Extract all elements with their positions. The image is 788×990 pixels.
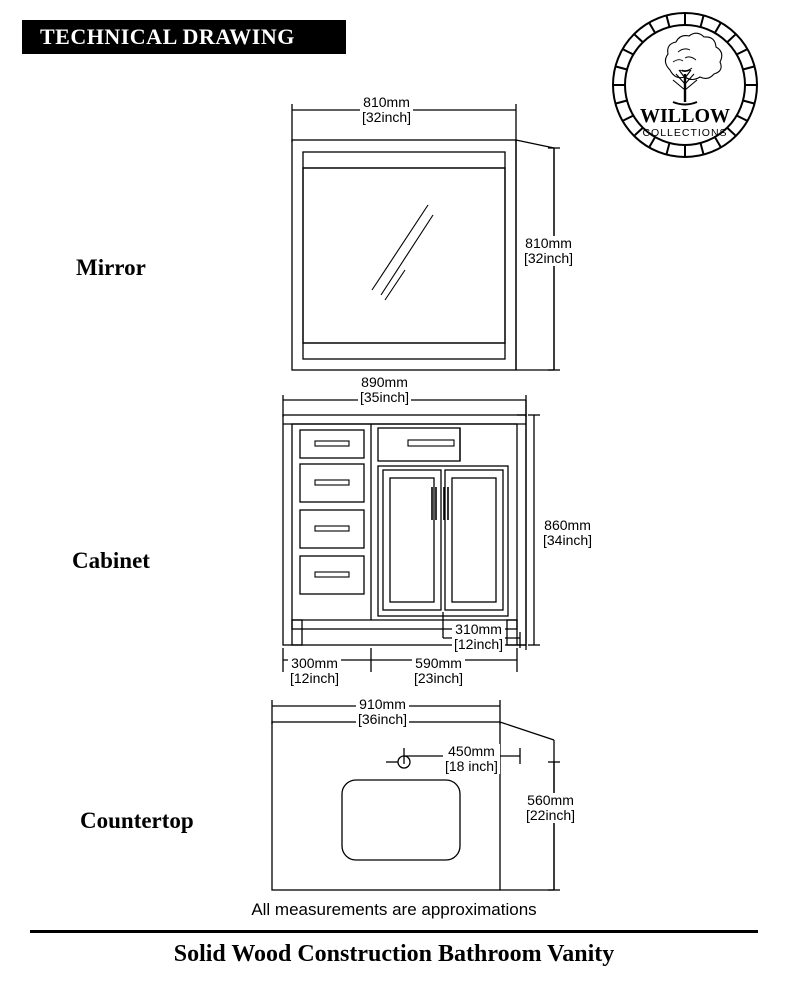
dim-value-inch: [12inch] bbox=[454, 636, 504, 652]
section-label-countertop: Countertop bbox=[80, 808, 194, 833]
dim-value-inch: [18 inch] bbox=[445, 758, 498, 774]
dim-mirror-height bbox=[522, 236, 575, 266]
dim-value-mm: 890mm bbox=[361, 374, 408, 390]
brand-logo bbox=[610, 10, 760, 160]
dim-value-mm: 810mm bbox=[525, 235, 572, 251]
dim-value-inch: [34inch] bbox=[543, 532, 593, 548]
dim-countertop-basin-width bbox=[443, 744, 500, 774]
section-label-mirror: Mirror bbox=[76, 255, 146, 280]
mirror-drawing bbox=[292, 104, 560, 370]
dim-value-mm: 810mm bbox=[363, 94, 410, 110]
dim-cabinet-drawer-width bbox=[288, 656, 341, 686]
dim-value-mm: 300mm bbox=[291, 655, 338, 671]
svg-text:COLLECTIONS: COLLECTIONS bbox=[642, 127, 728, 139]
tree-icon bbox=[665, 33, 721, 104]
dim-value-inch: [32inch] bbox=[362, 109, 412, 125]
approximation-note: All measurements are approximations bbox=[251, 900, 537, 919]
footer-divider bbox=[30, 930, 758, 933]
dim-countertop-width bbox=[356, 697, 409, 727]
dim-value-mm: 860mm bbox=[544, 517, 591, 533]
svg-text:WILLOW: WILLOW bbox=[639, 105, 731, 127]
dim-value-inch: [35inch] bbox=[360, 389, 410, 405]
section-label-cabinet: Cabinet bbox=[72, 548, 150, 573]
dim-value-inch: [22inch] bbox=[526, 807, 576, 823]
dim-value-inch: [36inch] bbox=[358, 711, 408, 727]
dim-cabinet-height bbox=[541, 518, 594, 548]
dim-cabinet-door-width bbox=[412, 656, 465, 686]
dim-value-mm: 590mm bbox=[415, 655, 462, 671]
dim-value-mm: 560mm bbox=[527, 792, 574, 808]
dim-value-mm: 910mm bbox=[359, 696, 406, 712]
dim-value-mm: 450mm bbox=[448, 743, 495, 759]
footer-title: Solid Wood Construction Bathroom Vanity bbox=[173, 941, 615, 967]
dim-value-inch: [32inch] bbox=[524, 250, 574, 266]
dim-value-inch: [23inch] bbox=[414, 670, 464, 686]
dim-value-mm: 310mm bbox=[455, 621, 502, 637]
dim-cabinet-depth bbox=[452, 622, 505, 652]
page-title: TECHNICAL DRAWING bbox=[40, 24, 295, 49]
dim-cabinet-width bbox=[358, 375, 411, 405]
dim-value-inch: [12inch] bbox=[290, 670, 340, 686]
countertop-drawing bbox=[272, 700, 560, 890]
dim-mirror-width bbox=[360, 95, 413, 125]
dim-countertop-depth bbox=[524, 793, 577, 823]
header-banner bbox=[22, 20, 346, 54]
